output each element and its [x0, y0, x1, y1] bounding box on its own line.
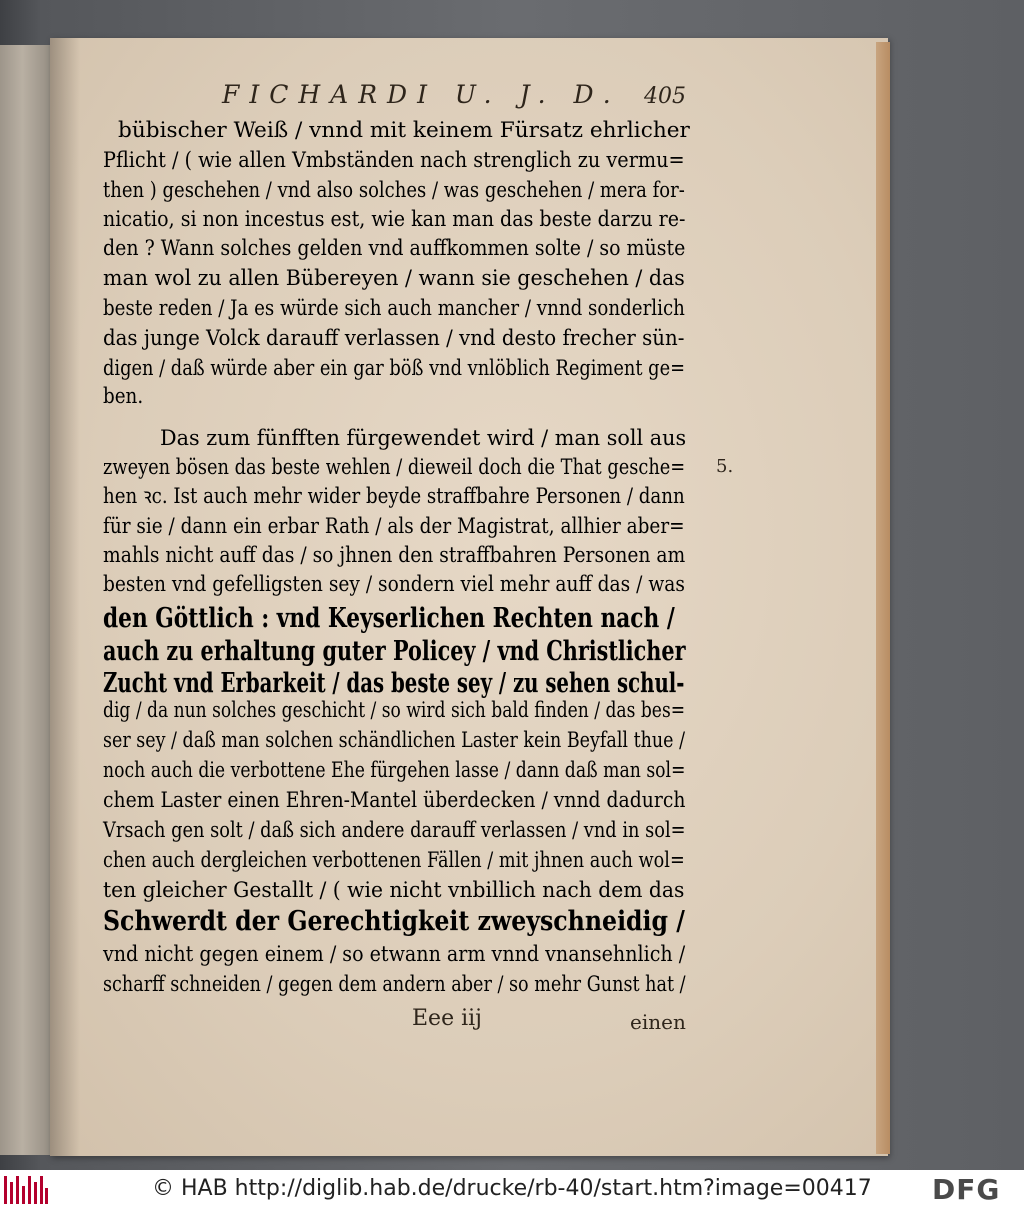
copyright-url[interactable]: © HAB http://diglib.hab.de/drucke/rb-40/start.htm?image=00417 [152, 1176, 872, 1201]
text-line: vnd nicht gegen einem / so etwann arm vnnd vnansehnlich / [103, 942, 686, 967]
catchword: einen [630, 1010, 686, 1034]
text-line: beste reden / Ja es würde sich auch mancher / vnnd sonderlich [103, 296, 685, 321]
page-gutter-shadow [50, 38, 80, 1156]
text-line: chen auch dergleichen verbottenen Fällen / mit jhnen auch wol= [103, 848, 685, 873]
text-line: chem Laster einen Ehren-Mantel überdecken / vnnd dadurch [103, 788, 686, 813]
text-line: scharff schneiden / gegen dem andern aber / so mehr Gunst hat / [103, 972, 686, 997]
text-line: man wol zu allen Bübereyen / wann sie geschehen / das [103, 266, 685, 291]
footer-bar [0, 1170, 1024, 1209]
page-number: 405 [644, 84, 686, 109]
margin-note: 5. [716, 456, 734, 477]
text-line: bübischer Weiß / vnnd mit keinem Fürsatz ehrlicher [118, 118, 690, 143]
text-line: digen / daß würde aber ein gar böß vnd vnlöblich Regiment ge= [103, 356, 686, 381]
previous-page-edge [0, 45, 56, 1155]
text-line: Pflicht / ( wie allen Vmbständen nach strenglich zu vermu= [103, 148, 685, 173]
text-line: auch zu erhaltung guter Policey / vnd Christlicher [103, 636, 686, 667]
signature-mark: Eee iij [412, 1006, 482, 1031]
text-line: besten vnd gefelligsten sey / sondern viel mehr auff das / was [103, 572, 685, 597]
text-line: zweyen bösen das beste wehlen / dieweil doch die That gesche= [103, 455, 686, 480]
text-line: ten gleicher Gestallt / ( wie nicht vnbillich nach dem das [103, 878, 685, 903]
text-line: ben. [103, 384, 144, 409]
text-line: das junge Volck darauff verlassen / vnd desto frecher sün- [103, 326, 685, 351]
dfg-logo: DFG [932, 1173, 1001, 1206]
running-head: FICHARDI U. J. D. [222, 80, 621, 109]
text-line: dig / da nun solches geschicht / so wird sich bald finden / das bes= [103, 698, 686, 723]
text-line: hen ꝛc. Ist auch mehr wider beyde straffbahre Personen / dann [103, 484, 685, 509]
text-line: Vrsach gen solt / daß sich andere darauff verlassen / vnd in sol= [103, 818, 686, 843]
text-line: ser sey / daß man solchen schändlichen Laster kein Beyfall thue / [103, 728, 685, 753]
text-line: den Göttlich : vnd Keyserlichen Rechten nach / [103, 603, 675, 634]
text-line: nicatio, si non incestus est, wie kan man das beste darzu re- [103, 207, 686, 232]
text-line: then ) geschehen / vnd also solches / was geschehen / mera for- [103, 178, 685, 203]
hab-logo-icon [4, 1176, 48, 1204]
text-line: mahls nicht auff das / so jhnen den straffbahren Personen am [103, 543, 686, 568]
text-line: Zucht vnd Erbarkeit / das beste sey / zu sehen schul- [103, 668, 685, 699]
text-line: den ? Wann solches gelden vnd auffkommen solte / so müste [103, 236, 686, 261]
text-line: noch auch die verbottene Ehe fürgehen lasse / dann daß man sol= [103, 758, 686, 783]
text-line: Schwerdt der Gerechtigkeit zweyschneidig / [103, 906, 685, 937]
page-edge [876, 42, 890, 1154]
text-line: für sie / dann ein erbar Rath / als der Magistrat, allhier aber= [103, 514, 685, 539]
text-line: Das zum fünfften fürgewendet wird / man soll aus [160, 426, 687, 451]
